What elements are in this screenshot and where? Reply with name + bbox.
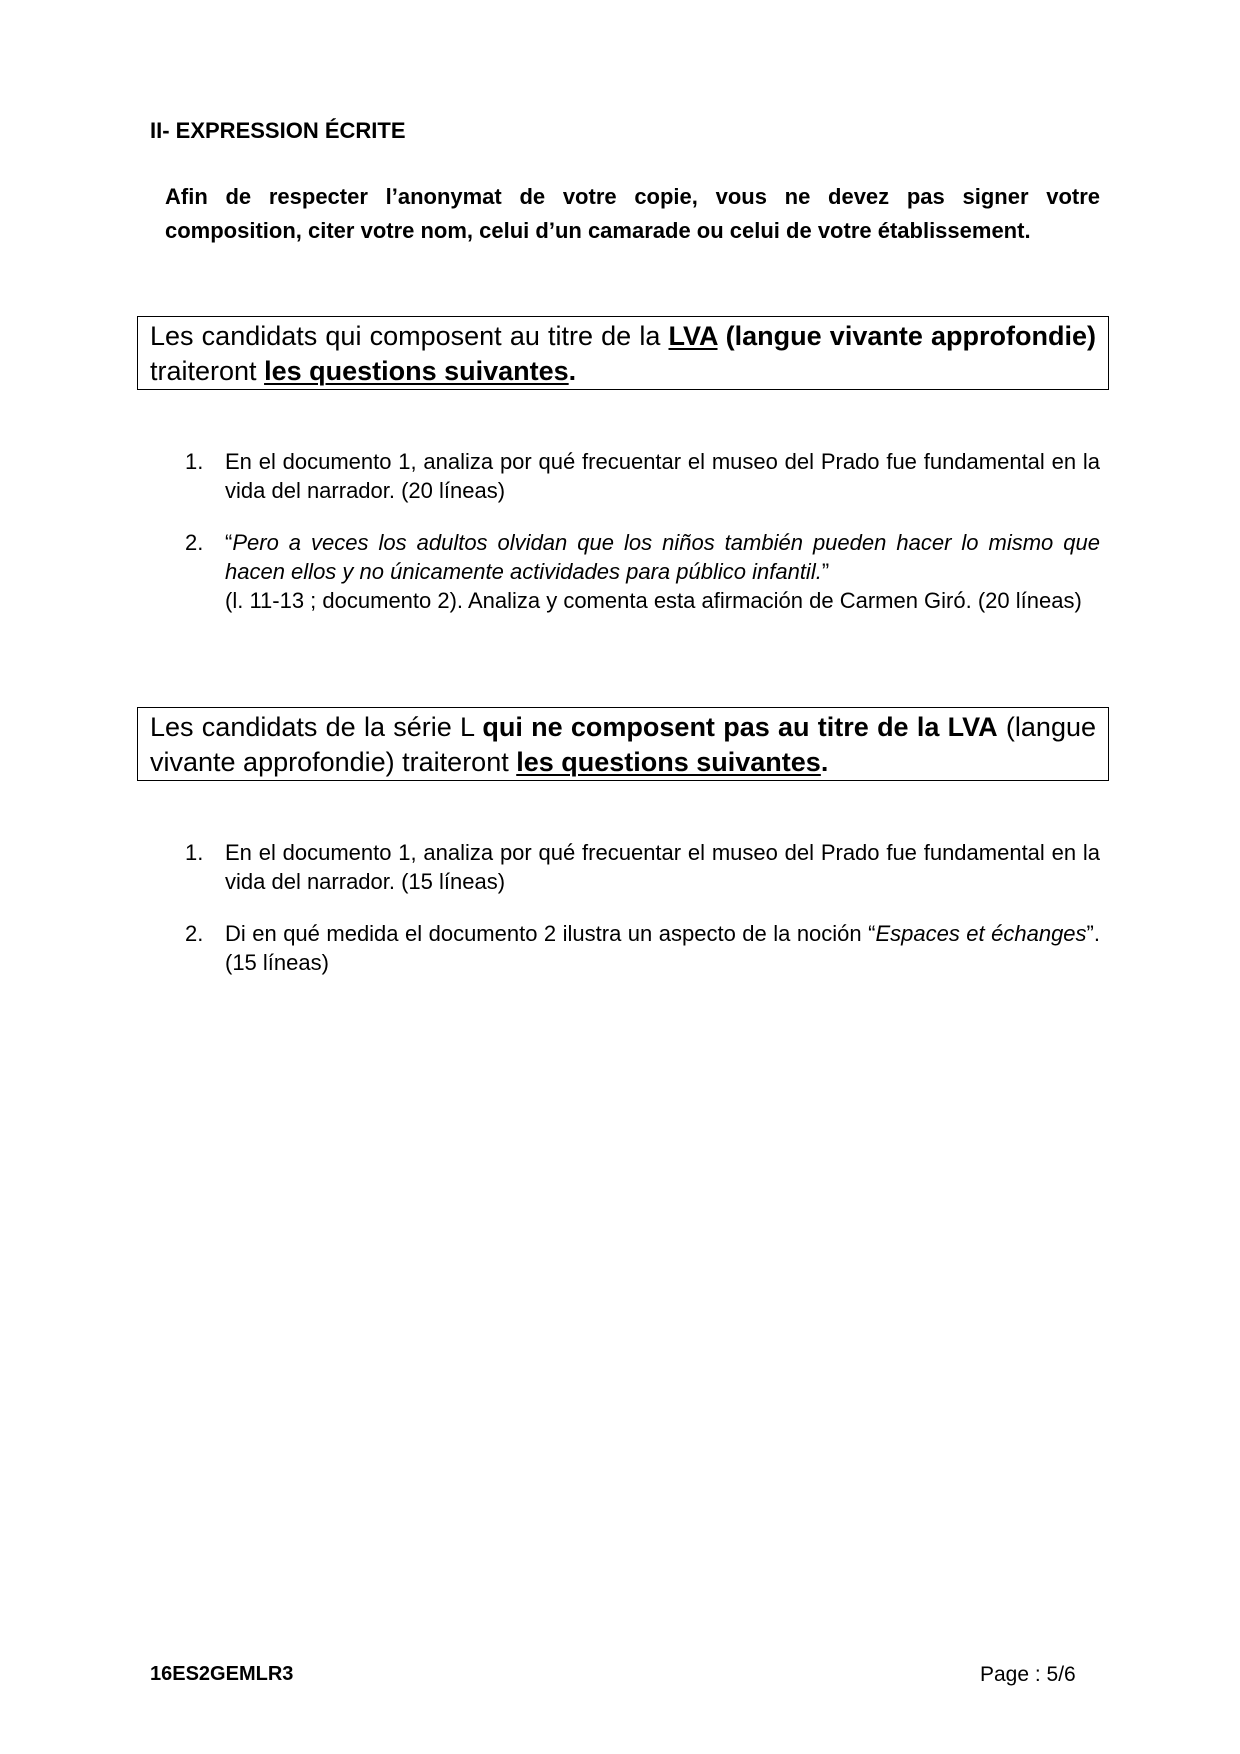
question-number: 2. — [185, 530, 204, 555]
non-lva-question-list — [185, 838, 1100, 1000]
box1-text-traiteront: traiteront — [150, 356, 265, 386]
lva-question-list — [185, 447, 1100, 638]
box2-period: . — [820, 747, 829, 777]
box2-text-langue: (langue vivante approfondie) traiteront — [150, 712, 1096, 777]
question-text: En el documento 1, analiza por qué frecuentar el museo del Prado fue fundamental en la vida del narrador. (15 líneas) — [225, 840, 1100, 894]
quote-close-mark: ” — [821, 559, 830, 584]
non-lva-instructions-box — [137, 707, 1109, 781]
box2-text-1: Les candidats de la série L — [150, 712, 483, 742]
question-text: En el documento 1, analiza por qué frecuentar el museo del Prado fue fundamental en la vida del narrador. (20 líneas) — [225, 449, 1100, 503]
lva-instructions-box — [137, 316, 1109, 390]
box1-langue-vivante: (langue vivante approfondie) — [717, 321, 1096, 351]
box1-text-1: Les candidats qui composent au titre de la — [150, 321, 669, 351]
question-number: 1. — [185, 449, 204, 474]
question-quote: Pero a veces los adultos olvidan que los niños también pueden hacer lo mismo que hacen ellos y no únicamente actividades para público infantil. — [225, 530, 1100, 584]
quote-open-mark: “ — [225, 530, 233, 555]
anonymity-notice: Afin de respecter l’anonymat de votre copie, vous ne devez pas signer votre composition, citer votre nom, celui d’un camarade ou celui de votre établissement. — [165, 184, 1100, 243]
question-text-after: ”. (15 líneas) — [225, 921, 1100, 975]
box1-lva: LVA — [668, 321, 718, 351]
lva-question-1 — [185, 447, 1100, 505]
box1-questions-suivantes: les questions suivantes — [264, 356, 569, 386]
question-notion: Espaces et échanges — [875, 921, 1087, 946]
question-text: (l. 11-13 ; documento 2). Analiza y comenta esta afirmación de Carmen Giró. (20 líneas) — [225, 588, 1082, 613]
section-title: II- EXPRESSION ÉCRITE — [150, 118, 406, 143]
footer-page-number: Page : 5/6 — [980, 1663, 1076, 1686]
box2-questions-suivantes: les questions suivantes — [516, 747, 821, 777]
footer-exam-code: 16ES2GEMLR3 — [150, 1663, 294, 1685]
question-number: 1. — [185, 840, 204, 865]
non-lva-question-2 — [185, 919, 1100, 977]
box1-period: . — [568, 356, 577, 386]
non-lva-question-1 — [185, 838, 1100, 896]
box2-qui-ne-composent: qui ne composent pas au titre de la LVA — [482, 712, 998, 742]
lva-question-2 — [185, 528, 1100, 615]
question-text-before: Di en qué medida el documento 2 ilustra un aspecto de la noción “ — [225, 921, 876, 946]
question-number: 2. — [185, 921, 204, 946]
